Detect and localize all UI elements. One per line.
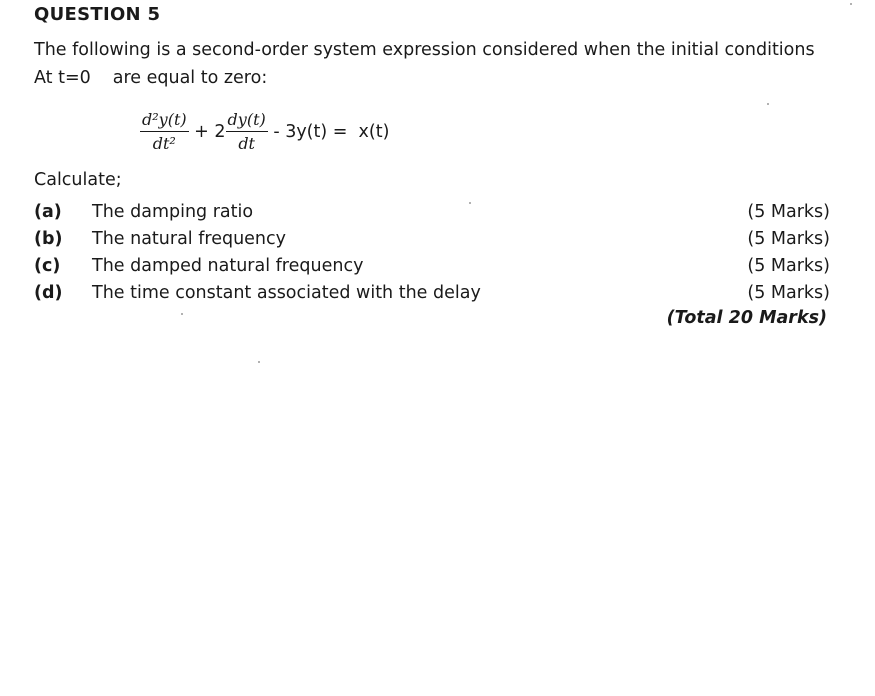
item-marks: (5 Marks) xyxy=(747,283,830,303)
scan-speck xyxy=(850,3,852,5)
item-text: The natural frequency xyxy=(92,229,286,249)
scan-speck xyxy=(181,313,183,315)
total-marks: (Total 20 Marks) xyxy=(666,308,827,328)
second-derivative-denominator: dt² xyxy=(152,134,176,153)
intro-line-2 xyxy=(34,64,854,92)
intro-line-2-rest: are equal to zero: xyxy=(112,68,268,88)
differential-equation xyxy=(140,104,389,160)
scan-speck xyxy=(469,202,471,204)
item-letter: (c) xyxy=(34,256,61,276)
item-marks: (5 Marks) xyxy=(747,229,830,249)
question-heading: QUESTION 5 xyxy=(34,4,161,25)
item-text: The damped natural frequency xyxy=(92,256,364,276)
item-text: The damping ratio xyxy=(92,202,254,222)
scan-speck xyxy=(767,103,769,105)
question-item-d xyxy=(34,280,830,307)
equation-plus-coefficient: + 2 xyxy=(188,122,226,142)
item-letter: (b) xyxy=(34,229,63,249)
question-item-b xyxy=(34,226,830,253)
initial-time-condition: At t=0 xyxy=(34,68,91,88)
item-marks: (5 Marks) xyxy=(747,202,830,222)
item-letter: (d) xyxy=(34,283,63,303)
calculate-label: Calculate; xyxy=(34,170,122,190)
equation-rest: - 3y(t) = x(t) xyxy=(267,122,390,142)
item-text: The time constant associated with the delay xyxy=(92,283,481,303)
question-intro xyxy=(34,36,854,92)
first-derivative-numerator: dy(t) xyxy=(226,110,268,132)
second-derivative-fraction xyxy=(140,110,189,154)
second-derivative-numerator: d²y(t) xyxy=(140,110,189,132)
question-items-list xyxy=(34,199,830,307)
intro-line-1: The following is a second-order system expression considered when the initial conditions xyxy=(34,40,815,60)
first-derivative-denominator: dt xyxy=(238,134,255,153)
question-item-a xyxy=(34,199,830,226)
first-derivative-fraction xyxy=(226,110,268,154)
question-item-c xyxy=(34,253,830,280)
item-marks: (5 Marks) xyxy=(747,256,830,276)
item-letter: (a) xyxy=(34,202,62,222)
scan-speck xyxy=(258,361,260,363)
